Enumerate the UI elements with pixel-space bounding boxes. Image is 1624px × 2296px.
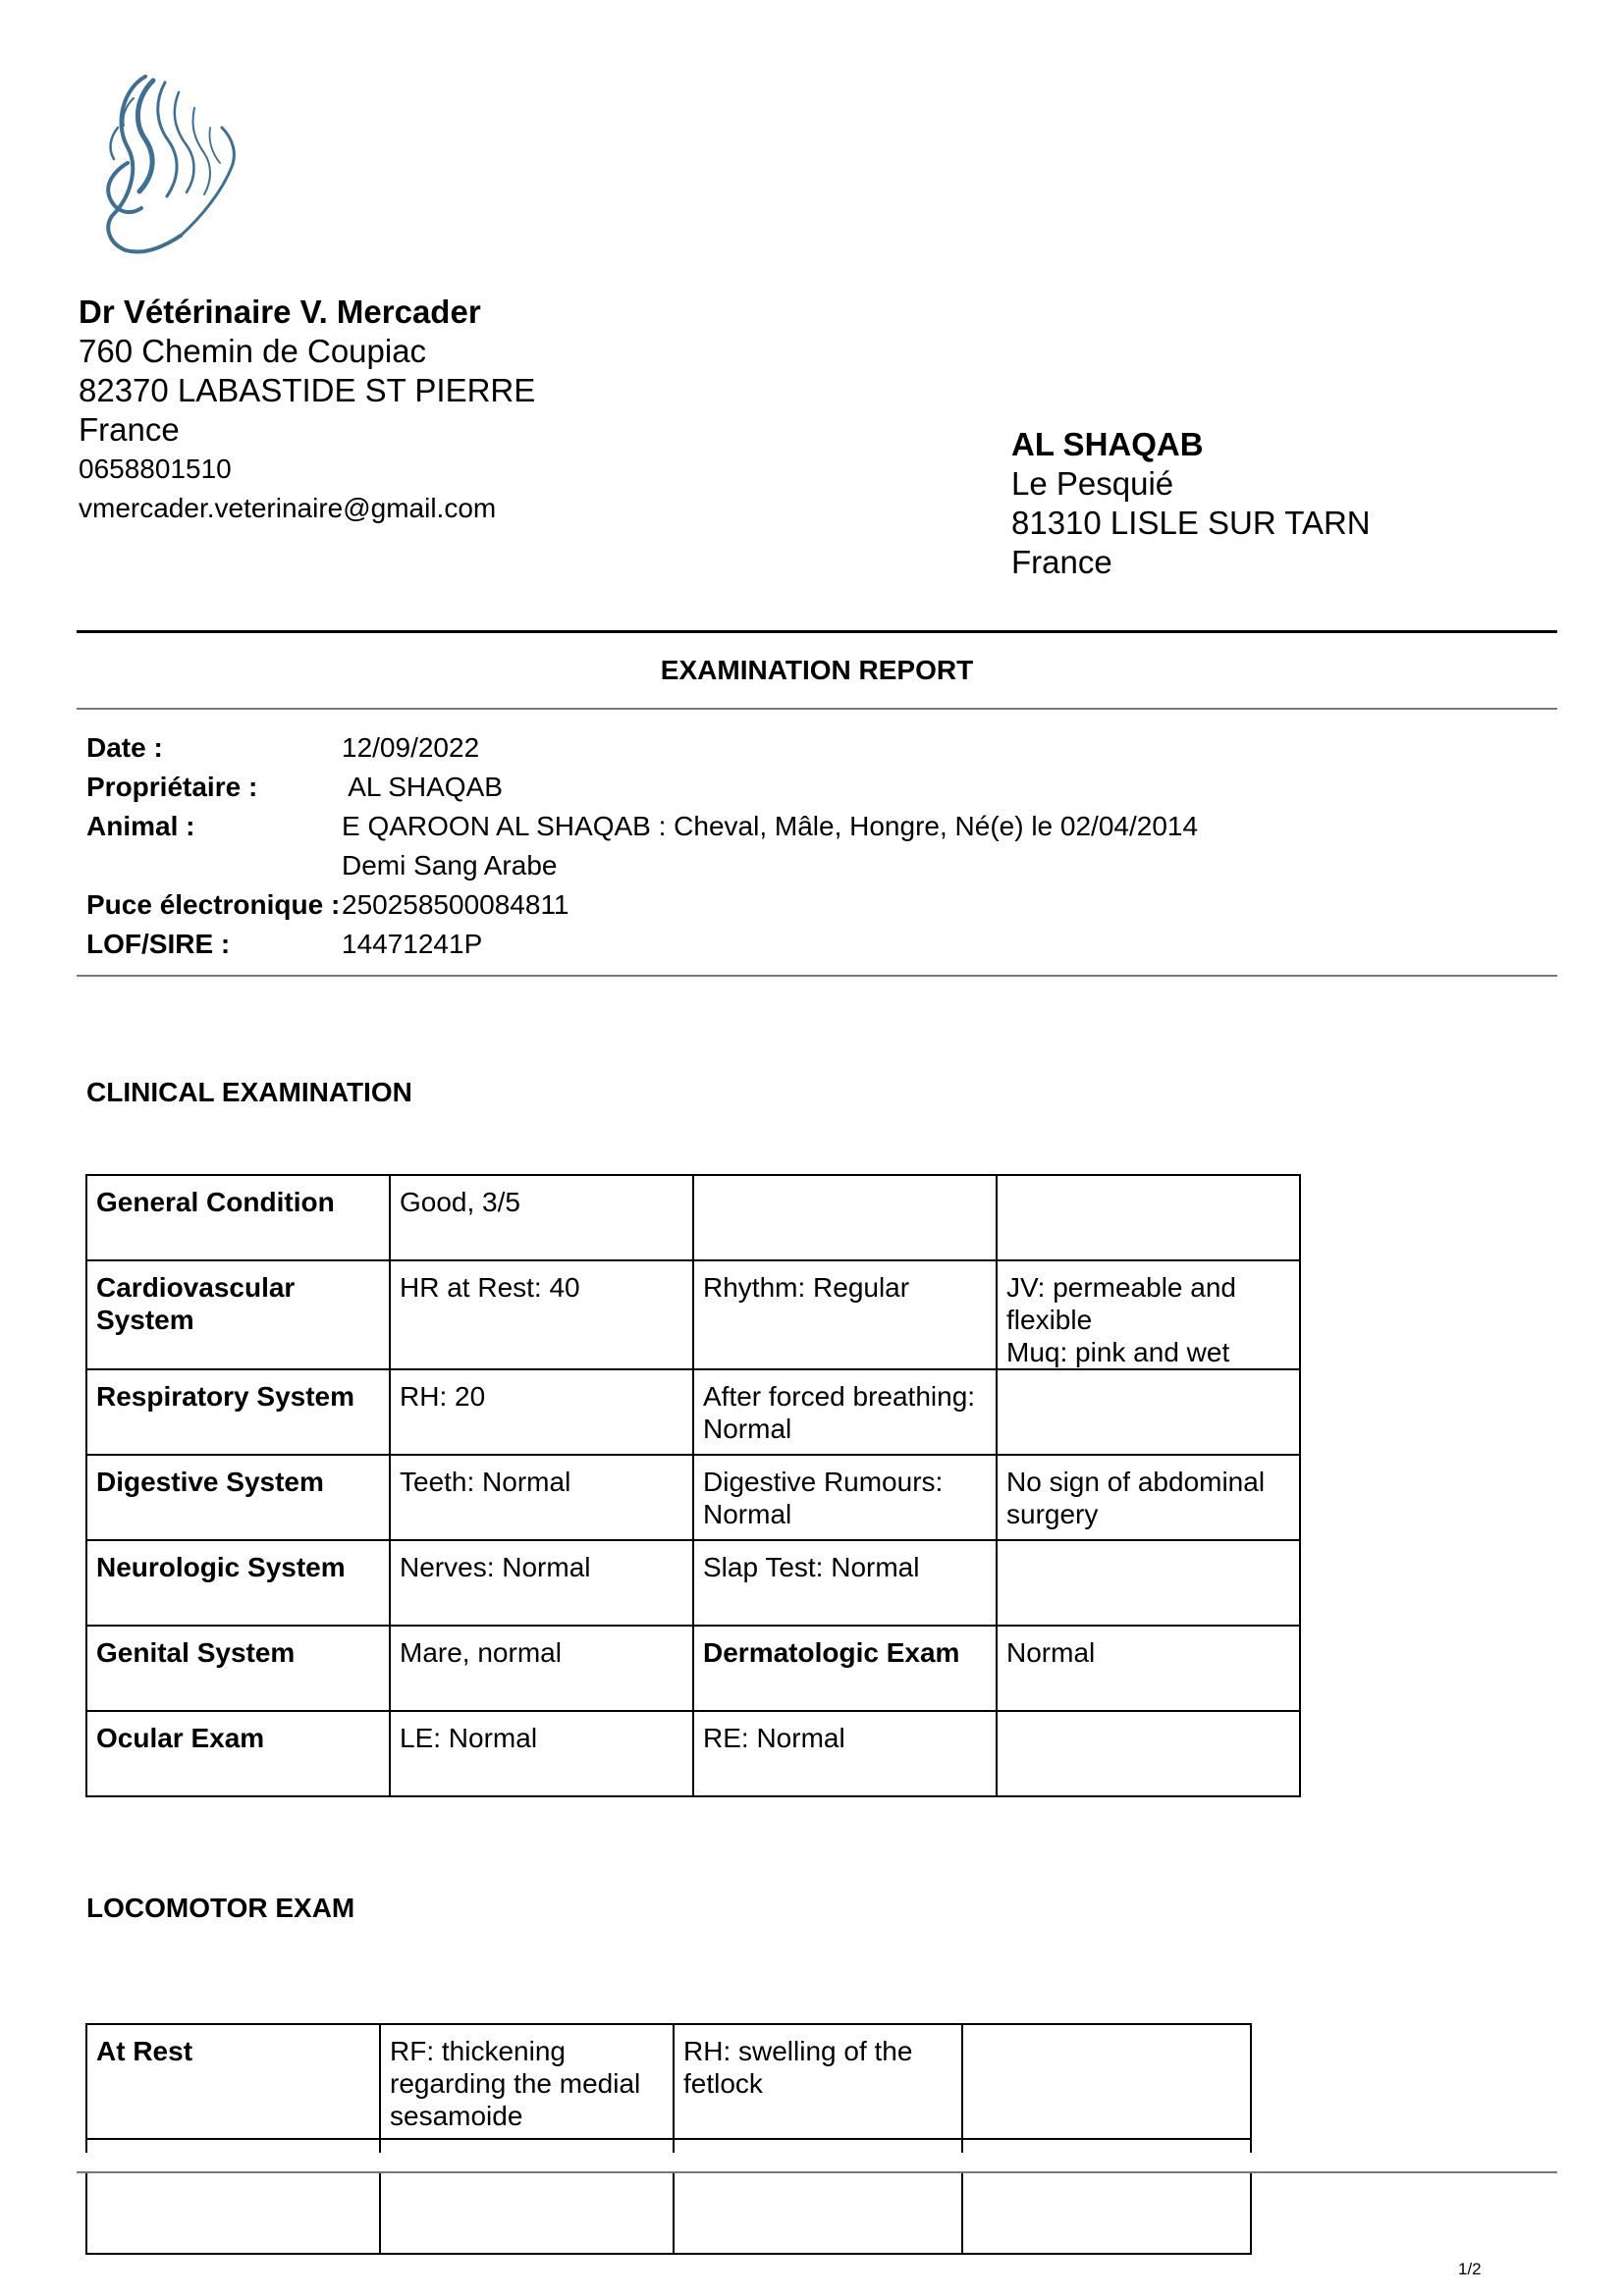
table-cell: Dermatologic Exam — [693, 1626, 997, 1711]
table-cell: RH: swelling of the fetlock — [674, 2024, 962, 2139]
divider — [77, 708, 1557, 710]
clinical-title: CLINICAL EXAMINATION — [86, 1077, 412, 1107]
divider — [77, 975, 1557, 977]
divider — [77, 630, 1557, 633]
table-cell — [693, 1175, 997, 1260]
horse-head-logo-icon — [84, 69, 251, 265]
patient-info — [86, 728, 1198, 964]
row-label: Genital System — [86, 1626, 390, 1711]
sender-street: 760 Chemin de Coupiac — [79, 333, 427, 369]
table-row — [86, 1540, 1300, 1626]
recipient-city: 81310 LISLE SUR TARN — [1011, 505, 1371, 541]
table-cell: LE: Normal — [390, 1711, 693, 1796]
table-row — [86, 1626, 1300, 1711]
sender-address — [79, 293, 535, 528]
sender-country: France — [79, 411, 180, 448]
table-cell: Nerves: Normal — [390, 1540, 693, 1626]
recipient-country: France — [1011, 544, 1112, 580]
recipient-street: Le Pesquié — [1011, 465, 1174, 502]
table-cell: Teeth: Normal — [390, 1455, 693, 1540]
owner-value: AL SHAQAB — [342, 772, 503, 802]
report-title: EXAMINATION REPORT — [660, 655, 974, 685]
date-value: 12/09/2022 — [342, 732, 480, 763]
lof-label: LOF/SIRE : — [86, 929, 231, 959]
table-cell — [997, 1175, 1300, 1260]
row-label: Respiratory System — [86, 1369, 390, 1455]
recipient-address — [1011, 425, 1371, 582]
page-number: 1/2 — [1458, 2260, 1482, 2278]
row-label: Cardiovascular System — [86, 1260, 390, 1369]
table-cell: Digestive Rumours: Normal — [693, 1455, 997, 1540]
animal-label: Animal : — [86, 811, 195, 841]
table-cell — [997, 1711, 1300, 1796]
table-cell — [997, 1369, 1300, 1455]
animal-breed: Demi Sang Arabe — [342, 850, 558, 881]
row-label: Neurologic System — [86, 1540, 390, 1626]
table-cell: Mare, normal — [390, 1626, 693, 1711]
table-cell: No sign of abdominal surgery — [997, 1455, 1300, 1540]
row-label: Digestive System — [86, 1455, 390, 1540]
sender-phone: 0658801510 — [79, 454, 232, 484]
lof-value: 14471241P — [342, 929, 483, 959]
locomotor-title: LOCOMOTOR EXAM — [86, 1893, 355, 1923]
animal-value: E QAROON AL SHAQAB : Cheval, Mâle, Hongre, Né(e) le 02/04/2014 — [342, 811, 1199, 841]
table-cell: Normal — [997, 1626, 1300, 1711]
table-cell: Rhythm: Regular — [693, 1260, 997, 1369]
chip-value: 250258500084811 — [342, 889, 569, 920]
table-cell: RF: thickening regarding the medial sesamoide — [380, 2024, 674, 2139]
table-cell: JV: permeable and flexible Muq: pink and wet — [997, 1260, 1300, 1369]
table-row — [86, 2024, 1251, 2139]
sender-email: vmercader.veterinaire@gmail.com — [79, 493, 497, 523]
recipient-name: AL SHAQAB — [1011, 426, 1204, 462]
table-cell: Slap Test: Normal — [693, 1540, 997, 1626]
table-cell: After forced breathing: Normal — [693, 1369, 997, 1455]
table-row — [86, 1369, 1300, 1455]
owner-label: Propriétaire : — [86, 772, 258, 802]
date-label: Date : — [86, 732, 163, 763]
table-cell: RH: 20 — [390, 1369, 693, 1455]
table-cell — [962, 2024, 1251, 2139]
table-cell: RE: Normal — [693, 1711, 997, 1796]
table-row — [86, 1175, 1300, 1260]
table-row — [86, 1260, 1300, 1369]
table-cell — [997, 1540, 1300, 1626]
table-row — [86, 1711, 1300, 1796]
row-label: At Rest — [86, 2024, 380, 2139]
table-cell: HR at Rest: 40 — [390, 1260, 693, 1369]
sender-name: Dr Vétérinaire V. Mercader — [79, 294, 481, 330]
table-cell: Good, 3/5 — [390, 1175, 693, 1260]
table-row — [86, 1455, 1300, 1540]
sender-city: 82370 LABASTIDE ST PIERRE — [79, 372, 536, 408]
row-label: General Condition — [86, 1175, 390, 1260]
chip-label: Puce électronique : — [86, 889, 341, 920]
clinical-table — [85, 1174, 1301, 1797]
locomotor-table — [85, 2023, 1252, 2255]
row-label: Ocular Exam — [86, 1711, 390, 1796]
divider — [77, 2171, 1557, 2173]
